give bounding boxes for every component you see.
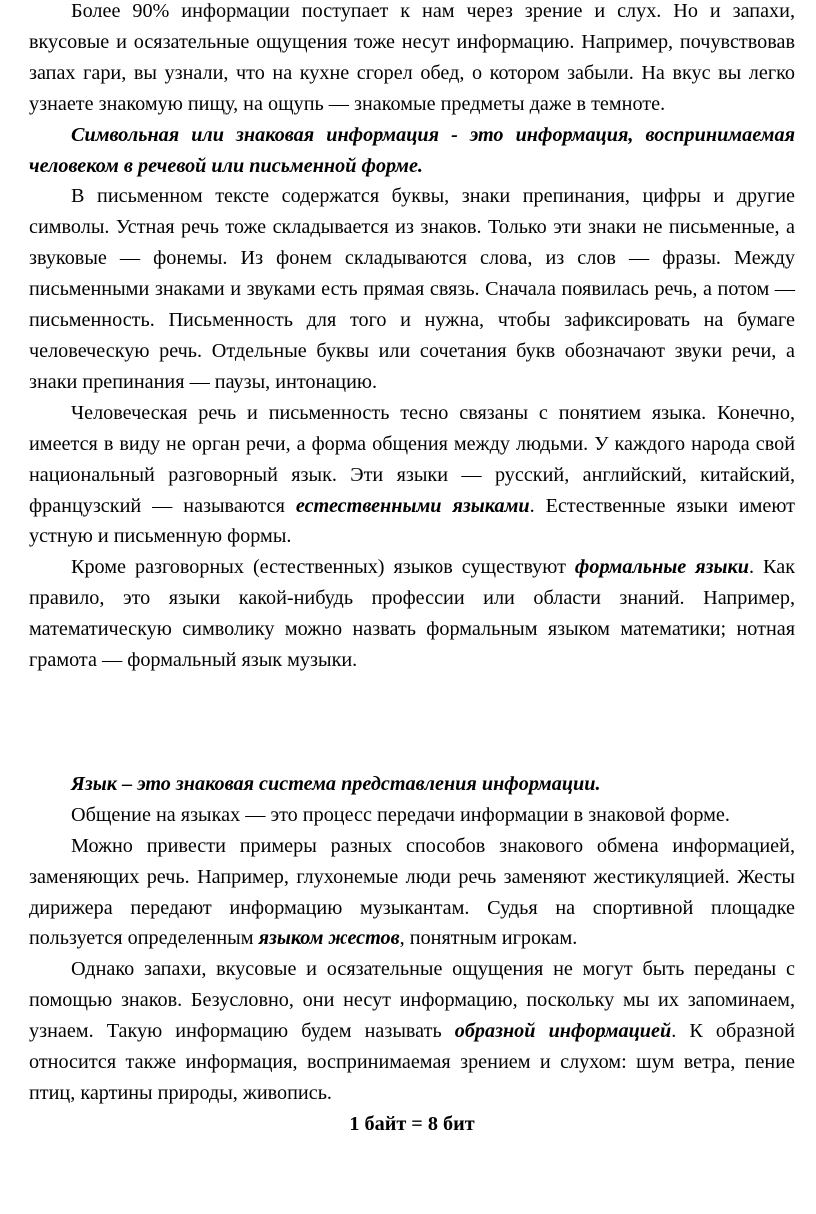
- paragraph-sign-exchange: [29, 831, 795, 955]
- paragraph-text: . Как правило, это языки какой-нибудь профессии или области знаний. Например, математическую символику можно назвать формальным языком математики; нотная грамота — формальный язык музыки.: [29, 556, 796, 672]
- term-natural-languages: естественными языками: [295, 494, 530, 517]
- document-page: [29, 0, 795, 1140]
- paragraph-text: , понятным игрокам.: [399, 927, 578, 950]
- paragraph-text: Однако запахи, вкусовые и осязательные ощущения не могут быть переданы с помощью знаков. Безусловно, они несут информацию, поскольку мы их запоминаем, узнаем. Такую информацию будем называть: [29, 958, 795, 1043]
- formula-byte-bits: 1 байт = 8 бит: [349, 1112, 475, 1135]
- section-gap: [29, 676, 795, 769]
- paragraph-communication: Общение на языках — это процесс передачи информации в знаковой форме.: [71, 803, 730, 826]
- paragraph-text: . К образной относится также информация, воспринимаемая зрением и слухом: шум ветра, пение птиц, картины природы, живопись.: [29, 1020, 795, 1104]
- paragraph-image-information: [29, 954, 795, 1109]
- definition-symbolic-information: Символьная или знаковая информация - это информация, воспринимаемая человеком в речевой или письменной форме.: [29, 123, 795, 177]
- paragraph-written-text: В письменном тексте содержатся буквы, знаки препинания, цифры и другие символы. Устная речь тоже складывается из знаков. Только эти знаки не письменные, а звуковые — фонемы. Из фонем складываются слова, из слов — фразы. Между письменными знаками и звуками есть прямая связь. Сначала появилась речь, а потом — письменность. Письменность для того и нужна, чтобы зафиксировать на бумаге человеческую речь. Отдельные буквы или сочетания букв обозначают звуки речи, а знаки препинания — паузы, интонацию.: [29, 185, 795, 393]
- paragraph-senses: Более 90% информации поступает к нам через зрение и слух. Но и запахи, вкусовые и осязательные ощущения тоже несут информацию. Например, почувствовав запах гари, вы узнали, что на кухне сгорел обед, о котором забыли. На вкус вы легко узнаете знакомую пищу, на ощупь — знакомые предметы даже в темноте.: [29, 0, 795, 115]
- paragraph-natural-languages: [29, 398, 795, 553]
- definition-language: Язык – это знаковая система представления информации.: [71, 772, 601, 795]
- term-formal-languages: формальные языки: [574, 556, 749, 579]
- term-sign-language: языком жестов: [258, 927, 400, 950]
- paragraph-text: Можно привести примеры разных способов знакового обмена информацией, заменяющих речь. Например, глухонемые люди речь заменяют жестикуляцией. Жесты дирижера передают информацию музыкантам. Судья на спортивной площадке пользуется определенным: [29, 834, 795, 950]
- paragraph-text: Человеческая речь и письменность тесно связаны с понятием языка. Конечно, имеется в виду не орган речи, а форма общения между людьми. У каждого народа свой национальный разговорный язык. Эти языки — русский, английский, китайский, французский — называются: [29, 401, 795, 517]
- paragraph-formal-languages: [29, 552, 795, 676]
- term-image-information: образной информацией: [454, 1020, 672, 1043]
- paragraph-text: Кроме разговорных (естественных) языков существуют: [71, 556, 575, 579]
- paragraph-text: . Естественные языки имеют устную и письменную формы.: [29, 494, 795, 548]
